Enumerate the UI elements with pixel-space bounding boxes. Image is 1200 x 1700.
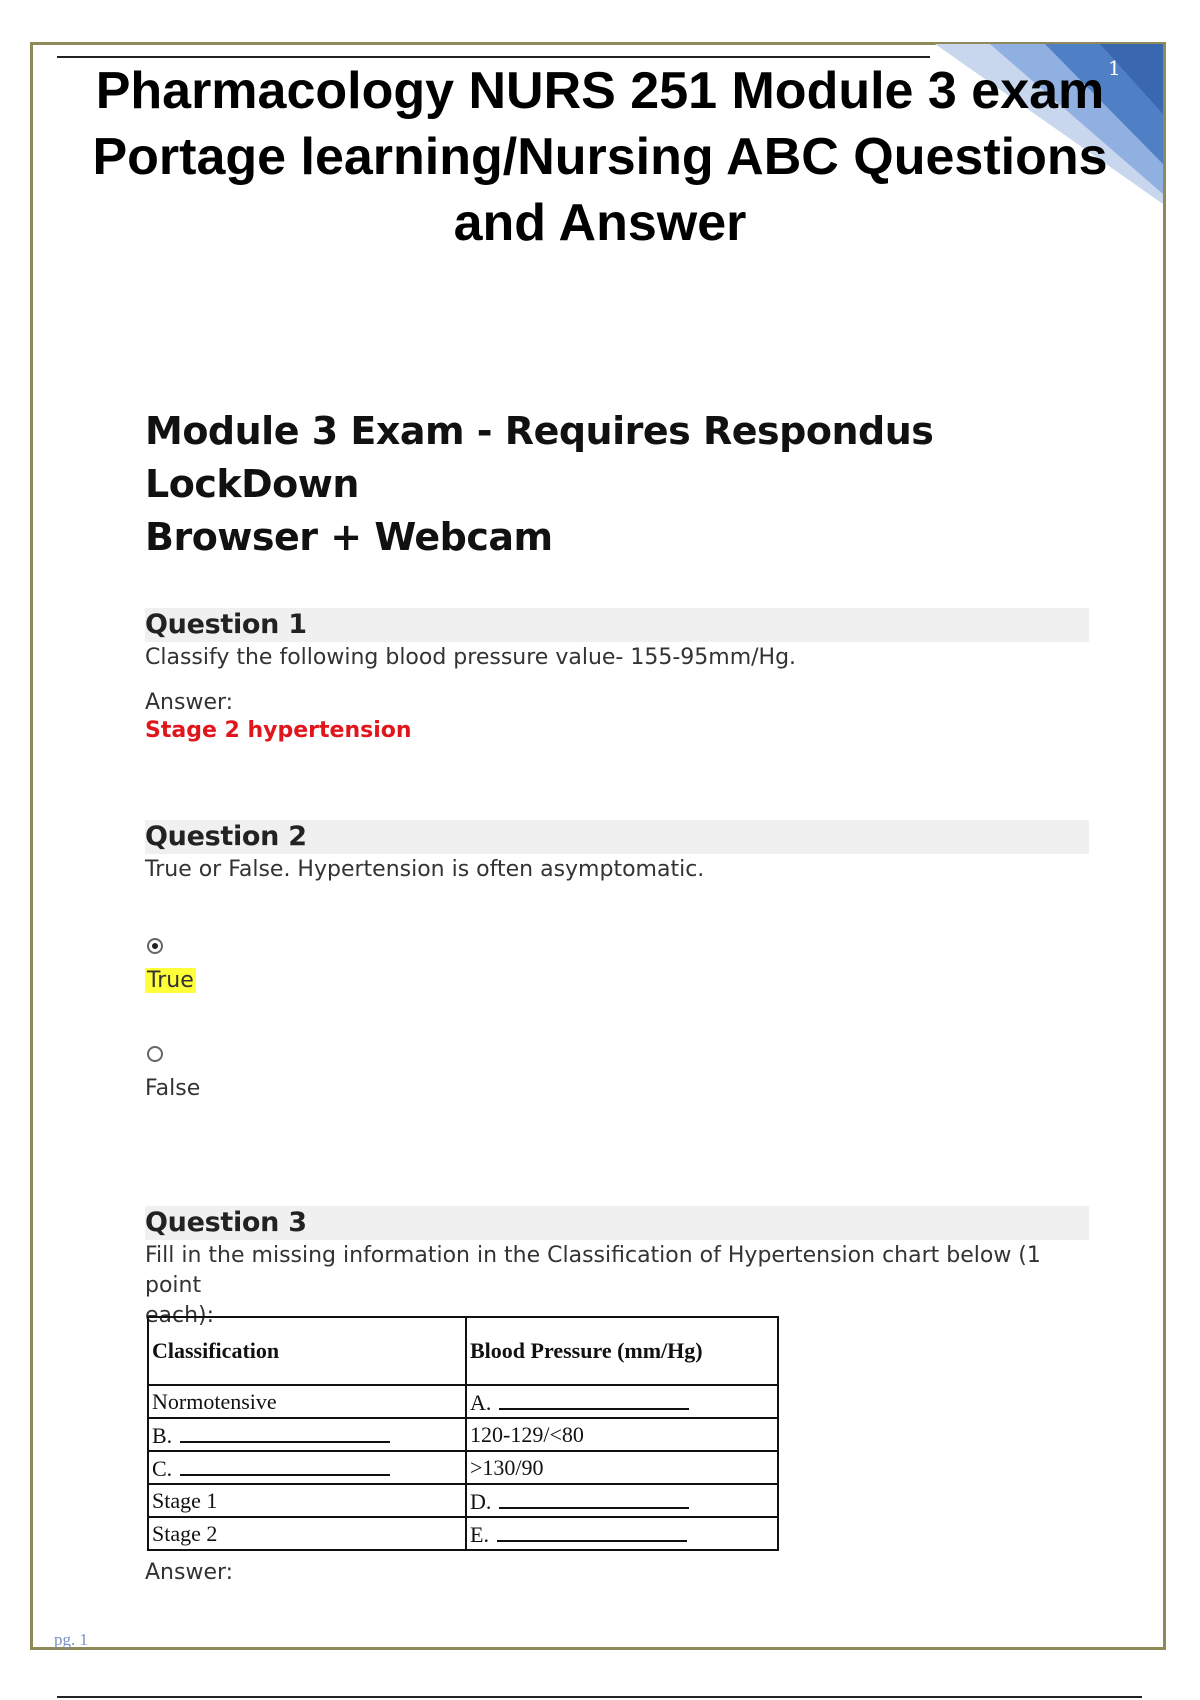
blank-label: D. — [470, 1488, 492, 1514]
fill-blank — [497, 1520, 687, 1542]
table-cell: Stage 2 — [148, 1517, 466, 1550]
table-row — [148, 1517, 778, 1550]
true-option-text: True — [147, 968, 194, 993]
question-3-text-line: Fill in the missing information in the Classification of Hypertension chart below (1 point — [145, 1243, 1041, 1298]
blank-label: B. — [152, 1422, 173, 1448]
table-header-cell: Classification — [148, 1317, 466, 1385]
question-3-header: Question 3 — [145, 1206, 1089, 1240]
true-radio[interactable] — [147, 938, 163, 954]
table-cell-blank — [148, 1418, 466, 1451]
question-1-header: Question 1 — [145, 608, 1089, 642]
table-cell-blank — [148, 1451, 466, 1484]
table-header-row — [148, 1317, 778, 1385]
table-row — [148, 1451, 778, 1484]
question-1-text: Classify the following blood pressure value- 155-95mm/Hg. — [145, 645, 797, 670]
page-number: 1 — [1108, 56, 1121, 80]
question-2-header: Question 2 — [145, 820, 1089, 854]
question-2-text: True or False. Hypertension is often asymptomatic. — [145, 857, 705, 882]
fill-blank — [499, 1388, 689, 1410]
question-1-answer: Stage 2 hypertension — [145, 718, 412, 743]
exam-title — [145, 405, 1105, 564]
fill-blank — [180, 1454, 390, 1476]
false-radio[interactable] — [147, 1046, 163, 1062]
fill-blank — [180, 1421, 390, 1443]
table-cell-blank — [466, 1385, 778, 1418]
blank-label: C. — [152, 1455, 173, 1481]
exam-title-line: Module 3 Exam - Requires Respondus LockDown — [145, 409, 934, 506]
fill-blank — [499, 1487, 689, 1509]
footer-rule — [57, 1696, 1142, 1698]
table-row — [148, 1385, 778, 1418]
table-cell: Stage 1 — [148, 1484, 466, 1517]
exam-title-line: Browser + Webcam — [145, 515, 553, 559]
table-header-cell: Blood Pressure (mm/Hg) — [466, 1317, 778, 1385]
table-cell-blank — [466, 1517, 778, 1550]
true-option-label — [145, 966, 196, 996]
question-3-answer-label: Answer: — [145, 1560, 234, 1585]
hypertension-classification-table — [147, 1316, 779, 1551]
table-cell-blank — [466, 1484, 778, 1517]
blank-label: A. — [470, 1389, 492, 1415]
table-row — [148, 1418, 778, 1451]
question-1-answer-label: Answer: — [145, 690, 234, 715]
table-cell: 120-129/<80 — [466, 1418, 778, 1451]
false-option-label: False — [145, 1076, 201, 1101]
footer-page-number: pg. 1 — [54, 1630, 88, 1649]
table-row — [148, 1484, 778, 1517]
table-cell: >130/90 — [466, 1451, 778, 1484]
document-title-line: and Answer — [453, 194, 747, 252]
table-cell: Normotensive — [148, 1385, 466, 1418]
blank-label: E. — [470, 1521, 489, 1547]
document-title-line: Pharmacology NURS 251 Module 3 exam — [95, 62, 1105, 120]
question-3-text-line: each): — [145, 1303, 215, 1328]
document-title — [70, 58, 1130, 256]
document-title-line: Portage learning/Nursing ABC Questions — [92, 128, 1108, 186]
